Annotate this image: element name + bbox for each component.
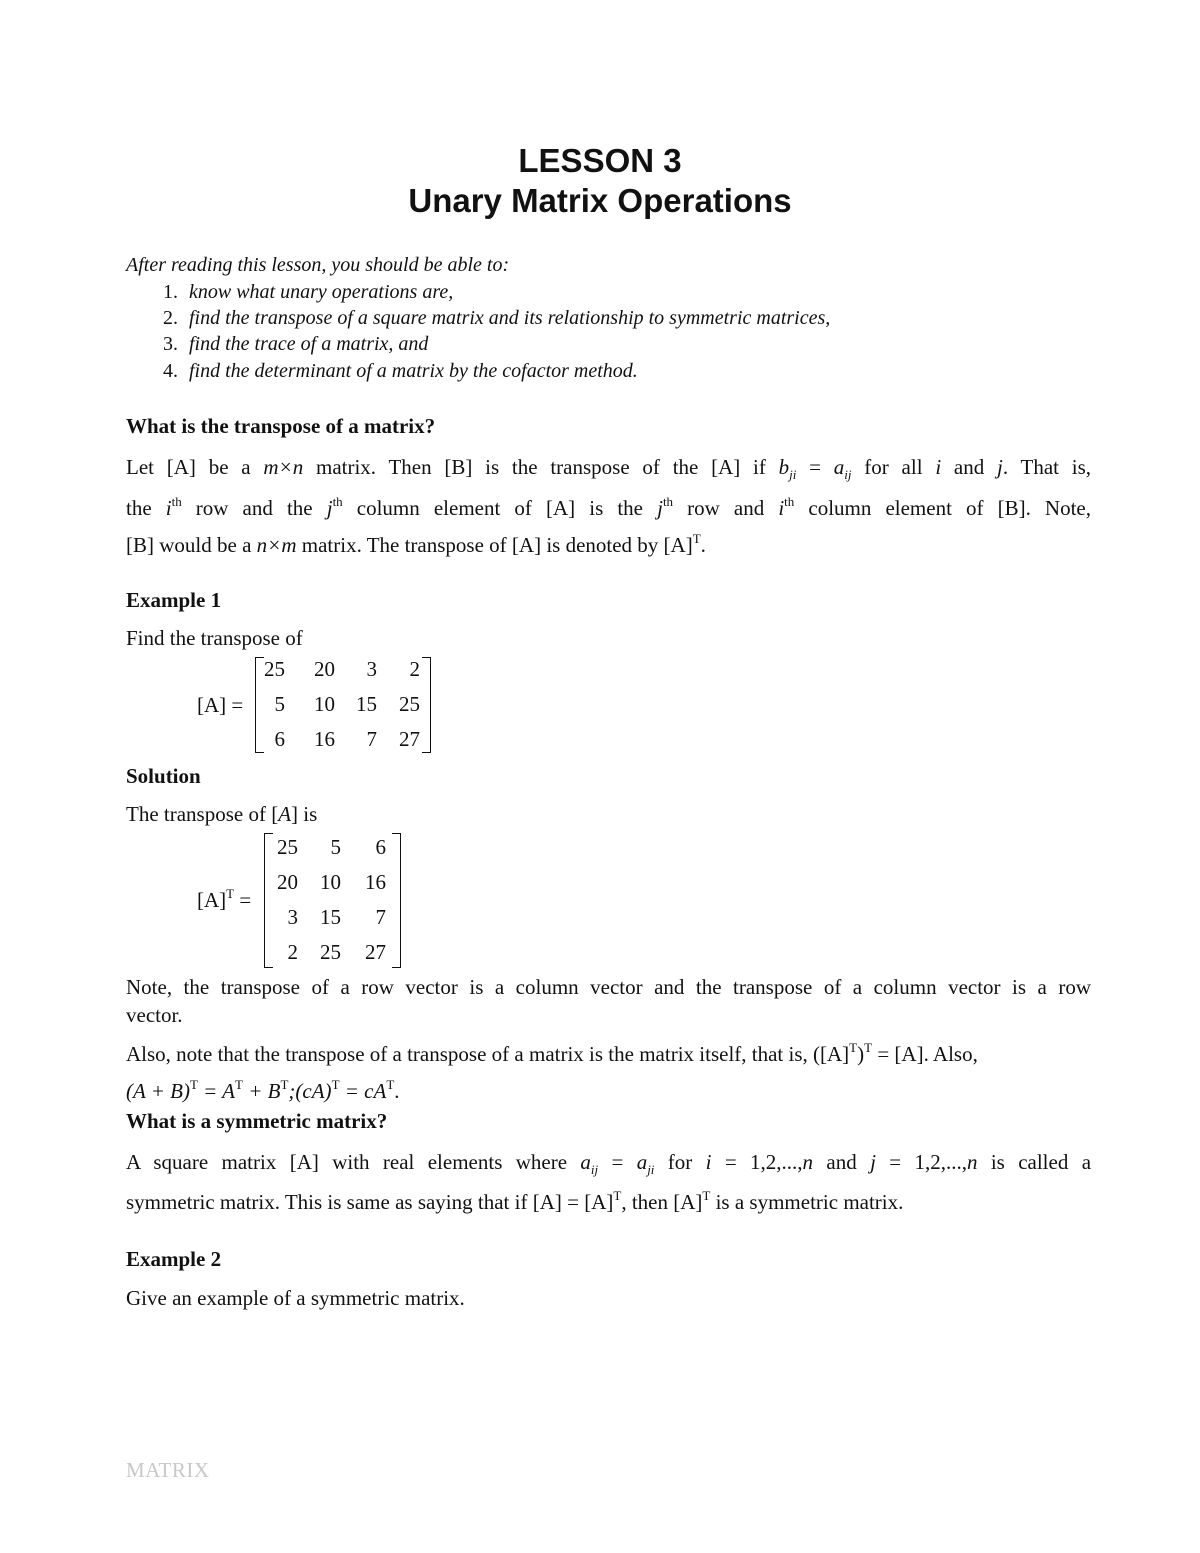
matrix-a bbox=[255, 657, 431, 753]
note-row-column-vector: Note, the transpose of a row vector is a column vector and the transpose of a column vector is a row bbox=[126, 975, 1091, 999]
lesson-number: LESSON 3 bbox=[518, 142, 682, 179]
matrix-cell: 6 bbox=[274, 727, 285, 751]
right-bracket bbox=[392, 833, 401, 968]
objective-item: 3. find the trace of a matrix, and bbox=[163, 333, 429, 355]
transpose-definition-line-3: [B] would be a n×m matrix. The transpose of [A] is denoted by $[A]^T$. bbox=[126, 531, 706, 557]
matrix-cell: 20 bbox=[277, 870, 298, 894]
matrix-cell: 20 bbox=[314, 657, 335, 681]
matrix-cell: 27 bbox=[399, 727, 420, 751]
matrix-cell: 2 bbox=[287, 940, 298, 964]
matrix-cell: 16 bbox=[365, 870, 386, 894]
matrix-cell: 5 bbox=[274, 692, 285, 716]
matrix-cell: 5 bbox=[330, 835, 341, 859]
right-bracket bbox=[422, 657, 431, 753]
transpose-heading: What is the transpose of a matrix? bbox=[126, 414, 436, 438]
matrix-cell: 2 bbox=[409, 657, 420, 681]
solution-heading: Solution bbox=[126, 764, 201, 788]
lesson-title: Unary Matrix Operations bbox=[408, 182, 792, 219]
matrix-a-label: [A] = bbox=[197, 693, 244, 717]
symmetric-heading: What is a symmetric matrix? bbox=[126, 1109, 388, 1133]
matrix-cell: 7 bbox=[375, 905, 386, 929]
matrix-cell: 25 bbox=[277, 835, 298, 859]
solution-intro: The transpose of [A] is bbox=[126, 802, 318, 826]
matrix-cell: 25 bbox=[320, 940, 341, 964]
example-2-prompt: Give an example of a symmetric matrix. bbox=[126, 1286, 465, 1310]
symmetric-definition-line-2: symmetric matrix. This is same as saying that if $[A] = [A]^T$, then $[A]^T$ is a symmetric matrix. bbox=[126, 1188, 904, 1214]
matrix-cell: 25 bbox=[264, 657, 285, 681]
matrix-cell: 3 bbox=[287, 905, 298, 929]
footer-label: MATRIX bbox=[126, 1458, 210, 1482]
matrix-cell: 15 bbox=[356, 692, 377, 716]
matrix-cell: 25 bbox=[399, 692, 420, 716]
matrix-cell: 27 bbox=[365, 940, 386, 964]
objectives-intro: After reading this lesson, you should be able to: bbox=[126, 254, 510, 276]
objective-item: 1. know what unary operations are, bbox=[163, 281, 454, 303]
transpose-definition-line-1: Let [A] be a m×n matrix. Then [B] is the transpose of the [A] if $b_{ji} = a_{ij}$ for all i and j. That is, bbox=[126, 455, 1092, 482]
example-2-heading: Example 2 bbox=[126, 1247, 222, 1271]
example-1-prompt: Find the transpose of bbox=[126, 626, 303, 650]
note-double-transpose: Also, note that the transpose of a transpose of a matrix is the matrix itself, that is, $([A]^T)^T = [A]$. Also, bbox=[126, 1040, 978, 1066]
note-transpose-properties: $(A + B)^T = A^T$ + $B^T;(cA)^T = cA^T$. bbox=[126, 1077, 400, 1103]
matrix-a-transpose bbox=[264, 833, 401, 968]
matrix-cell: 16 bbox=[314, 727, 335, 751]
transpose-definition-line-2: the $i^{th}$ row and the $j^{th}$ column element of [A] is the $j^{th}$ row and $i^{th}$ column element of [B]. Note, bbox=[126, 494, 1092, 520]
matrix-cell: 15 bbox=[320, 905, 341, 929]
example-1-heading: Example 1 bbox=[126, 588, 222, 612]
symmetric-definition-line-1: A square matrix [A] with real elements where $a_{ij} = a_{ji}$ for i = 1,2,...,n and j = 1,2,...,n is called a bbox=[126, 1150, 1092, 1177]
note-row-column-vector-cont: vector. bbox=[126, 1003, 183, 1027]
matrix-cell: 10 bbox=[314, 692, 335, 716]
objective-item: 4. find the determinant of a matrix by the cofactor method. bbox=[163, 360, 638, 382]
matrix-cell: 3 bbox=[366, 657, 377, 681]
objective-item: 2. find the transpose of a square matrix and its relationship to symmetric matrices, bbox=[163, 307, 831, 329]
matrix-cell: 10 bbox=[320, 870, 341, 894]
matrix-cell: 7 bbox=[366, 727, 377, 751]
matrix-at-label: $[A]^T$ = bbox=[197, 886, 252, 912]
matrix-cell: 6 bbox=[375, 835, 386, 859]
